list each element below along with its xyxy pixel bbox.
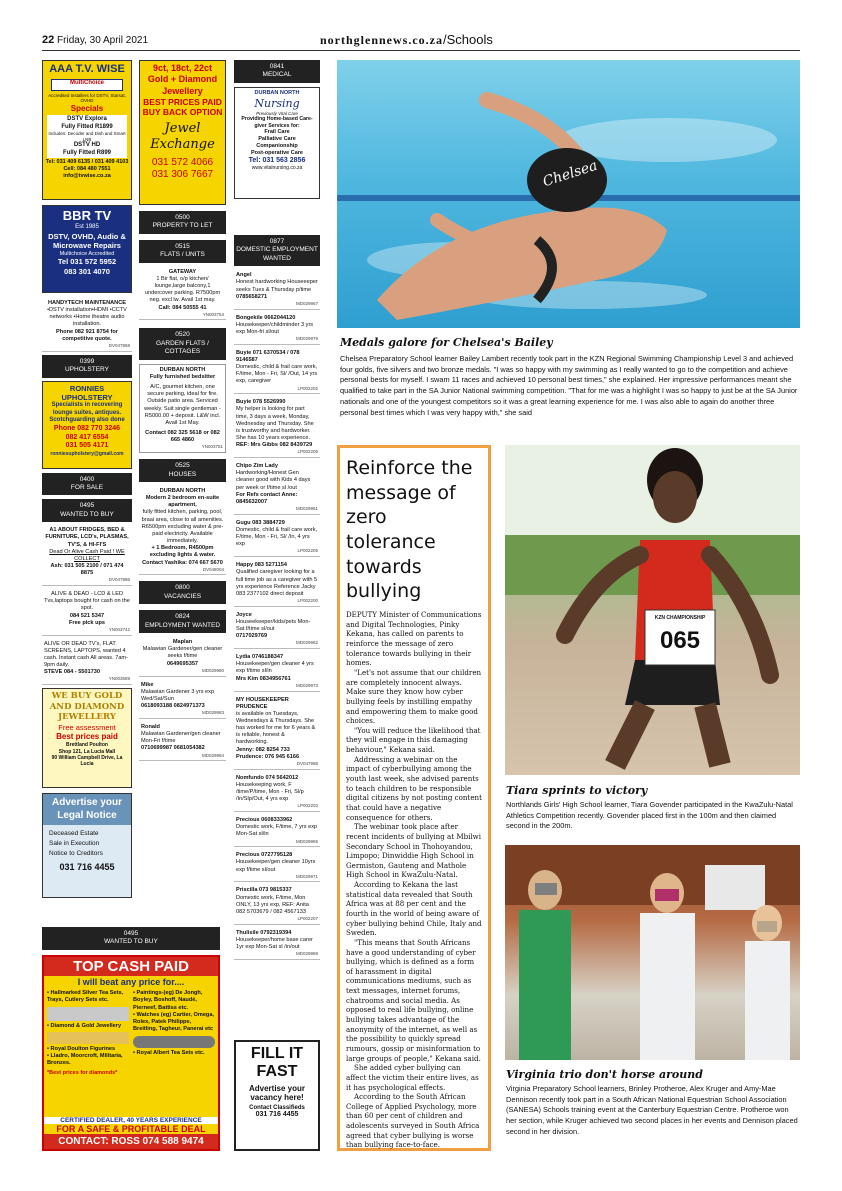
swimmer-photo [337, 60, 800, 328]
ad-phone: Contact Yashika: 074 667 5670 [142, 559, 223, 566]
ad-text: *Best prices for diamonds* [47, 1069, 118, 1076]
ad-title: Gugu 083 3884729 [236, 519, 285, 526]
ad-title: Maplan [172, 639, 193, 646]
ad-ref: LP002202 [297, 385, 318, 391]
ad-phone: Tel: 031 409 6135 / 031 409 4103 [45, 159, 129, 166]
domestic-ad [234, 313, 320, 345]
ad-line: BUY BACK OPTION [142, 107, 223, 118]
ronald-ad [139, 722, 226, 761]
ad-text: Malawian Gardener/gen cleaner Mon-Fri f/time [141, 731, 221, 745]
ad-text: A/C, gourmet kitchen, one secure parking, ideal for fire. Outside patio area. Serviced weekly. Suit single gentleman - R5000.00 + deposit. L&W incl. Avail 1st May. [144, 384, 221, 426]
ad-line: Includes: Decoder and Dish and Smart LNB [48, 131, 126, 142]
section-label: WANTED TO BUY [104, 938, 158, 946]
ad-bullet: Sale in Execution [49, 839, 100, 847]
ad-text: CERTIFIED DEALER, 40 YEARS EXPERIENCE [44, 1117, 218, 1124]
ad-title: Ronald [141, 723, 160, 730]
ad-text: Specialists in recovering lounge suites, antiques. Scotchguarding also done [49, 402, 125, 424]
section-label: VACANCIES [163, 592, 202, 600]
ad-text: Honest hardworking Houseeeper seeks Tues & Thursday p/time [236, 279, 318, 293]
section-name: /Schools [443, 32, 493, 47]
ad-text: My helper is looking for part time, 3 days a week, Monday, Wednesday and Thursday. She is trustworthy and hardworker. She has 10 years experience. [236, 406, 314, 442]
ad-phone: Tel: 031 563 2856 [248, 156, 306, 164]
story-paragraph: "This means that South Africans have a good understanding of cyber bullying, which is defined as a form of harassment in digital communications mediums, such as text messages, internet forums, chatrooms and social media. As opposed to real life bullying, online bullying takes advantage of the anonymity of the internet, as well as the possibility to quickly spread rumours, gossip or misinformation to large groups of people," Kekana said. [346, 937, 481, 1063]
domestic-ad [234, 610, 320, 649]
ad-title: Happy 083 5271154 [236, 562, 288, 569]
ad-text: Domestic work, F/time, 7 yrs exp Mon-Sat sl/in [236, 824, 318, 838]
jewel-exchange-ad [139, 60, 226, 205]
ad-title: Buyie 078 5526990 [236, 399, 286, 406]
ad-line: Microwave Repairs [53, 241, 121, 251]
ad-text: Hardworking/Honest Gen cleaner good with Kids 4 days per week or f/time sl /out [236, 470, 311, 491]
ad-phone: CONTACT: ROSS 074 588 9474 [44, 1134, 218, 1149]
section-bar-property [139, 211, 226, 234]
ad-phone: 031 572 4066 [151, 156, 214, 168]
ad-bullet: • Royal Albert Tea Sets etc. [133, 1049, 205, 1056]
swim-cap-lettering: Chelsea [540, 157, 600, 191]
story-paragraph: According to the South African College of Applied Psychology, more than 60 per cent of children and adolescents surveyed in South Africa agreed that cyber bullying is worse than bullying face-to-face. [346, 1092, 480, 1150]
durban-north-nursing-ad [234, 87, 320, 199]
ad-ref: LP002203 [297, 803, 318, 809]
section-number: 0525 [175, 462, 190, 470]
fill-it-fast-ad [234, 1040, 320, 1151]
story-paragraph: "Let's not assume that our children are completely innocent always. Make sure they know how cyber bullying feels by instilling empathy and empowering them to make good choices. [346, 667, 482, 726]
ad-text: Domestic, child & frail care work, F/time, Mon - Fri, Sl/ /Out, 14 yrs exp, caregiver [236, 364, 318, 385]
gold-diamond-ad [42, 688, 132, 788]
ad-phone: 0785658271 [236, 293, 268, 300]
section-label: PROPERTY TO LET [152, 222, 213, 230]
domestic-ads-list [234, 270, 320, 960]
domestic-ad [234, 348, 320, 395]
runner-body: Northlands Girls' High School learner, Tiara Govender participated in the KwaZulu-Natal Athletics Competition recently. Govender placed first in the 100m and then claimed second in the 200m. [506, 800, 793, 831]
section-number: 0824 [175, 613, 190, 621]
legal-notice-ad [42, 793, 132, 898]
gateway-ad [139, 267, 226, 321]
ad-line: Providing Home-based Care-giver Services for: [241, 116, 313, 129]
section-number: 0841 [269, 63, 285, 70]
section-bar-for-sale [42, 473, 132, 496]
ad-title: Angel [236, 272, 252, 279]
ad-ref: MD029971 [295, 873, 318, 879]
section-bar-employment [139, 610, 226, 633]
ad-text: Dead Or Alive Cash Paid ! WE COLLECT [49, 548, 125, 562]
ad-ref: LP002200 [297, 598, 318, 603]
domestic-ad [234, 928, 320, 960]
ad-phone: 0618093188 0824971373 [141, 703, 205, 709]
ad-line: BEST PRICES PAID [143, 96, 222, 107]
ad-text: ALIVE & DEAD - LCD & LED Tvs,laptops bought for cash on the spot. [44, 591, 130, 612]
ad-ref: DV048004 [202, 566, 224, 572]
domestic-ad [234, 397, 320, 458]
section-label: FLATS / UNITS [160, 251, 205, 259]
ad-line: Est 1985 [75, 224, 99, 231]
section-bar-upholstery [42, 355, 132, 378]
swimmer-illustration [337, 60, 800, 328]
ad-phone: 0717029769 [236, 633, 268, 640]
section-bar-wanted-2 [42, 927, 220, 950]
ad-title: Precious 0727795128 [236, 852, 293, 859]
ad-phone: 031 716 4455 [59, 862, 115, 873]
ad-text: fully fitted kitchen, parking, pool, braai area, close to all amenities. R6500pm excluding water & pre-paid electricity. Available immediately. [141, 509, 224, 545]
ad-phone: Call: 084 50555 41 [158, 304, 207, 311]
ad-text: Housekeeper/gen cleaner 10yrs exp f/time sl/out [236, 859, 316, 873]
section-label: UPHOLSTERY [65, 366, 109, 374]
ad-line: DSTV Explora [67, 116, 107, 122]
classifieds-column-1 [42, 60, 132, 898]
maplan-ad [139, 637, 226, 676]
section-label: FOR SALE [70, 484, 104, 491]
ad-ref: MD029973 [295, 682, 318, 688]
ad-email: info@tvwise.co.za [63, 173, 111, 179]
ad-text: Housekeeper/gen cleaner 4 yrs exp f/time sl/in [236, 661, 314, 675]
ad-ref: DV047958 [108, 342, 130, 348]
classifieds-column-3 [234, 60, 320, 963]
bbr-tv-ad [42, 205, 132, 293]
story-paragraph: DEPUTY Minister of Communications and Digital Technologies, Pinky Kekana, has called on parents to reinforce the message of zero tolerance towards bullying in their homes. [346, 610, 482, 668]
ad-bullet: • Watches (eg) Cartier, Omega, Rolex, Patek Philippe, Breitling, Tagheur, Panerai etc [133, 1011, 215, 1033]
ad-text: is available on Tuesdays, Wednesdays & Thursdays. She has worked for me for 6 years & is reliable, honest & hardworking. [236, 710, 316, 746]
section-label: WANTED TO BUY [60, 510, 114, 518]
ad-phone: For Refs contact Anne: 0845632007 [236, 491, 298, 505]
domestic-ad [234, 652, 320, 691]
page-number: 22 [42, 34, 55, 46]
story-paragraph: She added cyber bullying can affect the victim their entire lives, as it has psychological effects. [346, 1063, 479, 1092]
ad-phone: Tel 031 572 5952 [57, 257, 117, 267]
domestic-ad [234, 560, 320, 607]
section-bar-vacancies [139, 581, 226, 604]
section-bar-medical [234, 60, 320, 83]
ad-line: DSTV HD [73, 142, 101, 149]
ad-line: Brettland Poulton [66, 742, 108, 749]
ad-specials: Specials [70, 104, 104, 113]
page-header-left [42, 34, 148, 46]
ad-title: FILL IT [250, 1045, 304, 1062]
top-cash-paid-ad [42, 955, 220, 1151]
runner-caption: Tiara sprints to victory [506, 784, 648, 797]
ad-title: Advertise your Legal Notice [43, 794, 131, 825]
ad-text: Domestic work, F/time, Mon ONLY, 13 yrs exp, REF: Anita 082 5703679 / 082 4567133 [236, 894, 309, 915]
ad-bullet: • Hallmarked Silver Tea Sets, Trays, Cutlery Sets etc. [47, 990, 124, 1004]
ad-title: Buyie 071 6370534 / 078 9146587 [236, 349, 300, 363]
story-headline: Reinforce the message of zero tolerance towards bullying [346, 457, 473, 603]
ad-line: 9ct, 18ct, 22ct [152, 63, 213, 73]
ad-title: Lydia 0746188347 [236, 654, 284, 661]
domestic-ad [234, 461, 320, 515]
trio-body: Virginia Preparatory School learners, Brinley Protheroe, Alex Kruger and Amy-Mae Dennison recently took part in a South African National Equestrian School Association (SANESA) Schools training event at the Canterbury Equestrian Centre. Protheroe won her section, while Kruger achieved two second places in her events and Dennison placed second in her division. [506, 1084, 798, 1136]
ad-web: www.vitalnursing.co.za [251, 165, 303, 172]
ad-ref: LP002206 [297, 449, 318, 455]
ad-text: Free pick ups [68, 619, 106, 626]
section-bar-garden-flats [139, 328, 226, 359]
ad-title: WE BUY GOLD AND DIAMOND JEWELLERY [49, 691, 125, 723]
ad-ref: YN003742 [108, 626, 130, 632]
section-number: 0800 [175, 584, 190, 592]
ad-phone: 083 301 4070 [64, 266, 110, 276]
jewellery-image [47, 1032, 129, 1044]
domestic-ad [234, 885, 320, 924]
domestic-ad [234, 270, 320, 309]
ad-ref: LP002207 [297, 916, 318, 922]
section-number: 0500 [175, 214, 190, 221]
fridges-ad [42, 525, 132, 586]
ad-ref: MD029979 [295, 336, 318, 342]
ad-title: A1 ABOUT FRIDGES, BED & FURNITURE, LCD's, PLASMAS, TV'S, & HI-FI'S [45, 527, 129, 548]
ad-title: AAA T.V. WISE [49, 63, 125, 75]
trio-photo [505, 845, 800, 1060]
ad-line: Shop 121, La Lucia Mall [58, 748, 116, 755]
durban-north-bedsitter-ad [139, 364, 226, 453]
ad-text: Contact Classifieds [249, 1105, 305, 1111]
aaa-tv-wise-ad [42, 60, 132, 200]
bib-number: 065 [659, 627, 701, 654]
ad-ref: LP002205 [297, 548, 318, 554]
ad-line: Frail Care [264, 129, 290, 136]
ad-title: TOP CASH PAID [44, 957, 218, 976]
ad-line: Fully Fitted R899 [62, 149, 111, 156]
ad-phone: Cell: 084 480 7551 [63, 166, 111, 173]
ad-text: Domestic, child & frail care work, F/time, Mon - Fri, Sl/ /In, 4 yrs exp [236, 527, 318, 548]
section-bar-houses [139, 459, 226, 482]
alive-dead-ad [42, 589, 132, 636]
ad-bullet: • Royal Doulton Figurines [47, 1045, 116, 1052]
ad-brand: Nursing [254, 96, 300, 110]
watch-image [133, 1036, 215, 1048]
ad-title: Thulisile 0792319394 [236, 929, 292, 936]
handytech-ad [42, 298, 132, 352]
domestic-ad [234, 850, 320, 882]
ad-phone: 084 521 5347 [69, 612, 105, 619]
ad-title: DURBAN NORTH [159, 366, 206, 373]
ad-title: BBR TV [62, 208, 112, 223]
section-label: MEDICAL [262, 71, 292, 79]
ad-phone: Mrs Kim 0834956761 [236, 675, 291, 682]
ad-phone: Contact 082 325 5618 or 082 665 4860 [145, 430, 220, 444]
ad-text: Housekeeper/home base carer 1yr exp Mon-Sat sl /in/out [236, 937, 313, 951]
story-paragraph: According to Kekana the last statistical data revealed that South Africa was at 88 per cent and the fourth in the world of being aware of cyber bullying behind Chile, Italy and Sweden. [346, 880, 482, 938]
runner-illustration [505, 445, 800, 775]
ad-brand: Jewel Exchange [150, 121, 215, 153]
ad-title: GATEWAY [168, 268, 197, 275]
ad-text: Advertise your vacancy here! [248, 1084, 306, 1102]
ad-text: •DSTV installation•HDMI •CCTV networks •Home theatre audio installation. [47, 307, 127, 328]
ad-line: Post-operative Care [251, 149, 303, 156]
ad-text: Malawian Gardener/gen cleaner seeks f/time [142, 646, 223, 660]
domestic-ad [234, 815, 320, 847]
ad-ref: DV047986 [108, 577, 130, 583]
ad-title: DURBAN NORTH [254, 89, 300, 96]
section-bar-wanted [42, 499, 132, 522]
ad-ref: MD029962 [295, 640, 318, 646]
bullying-story [337, 445, 491, 1151]
ad-phone: Phone 082 770 3246 [53, 424, 121, 432]
page-header-right [320, 32, 493, 48]
ad-line: Companionship [256, 142, 298, 149]
ad-phone: 0710699987 0681054382 [141, 745, 205, 752]
ad-sub: Fully furnished bedsitter [149, 373, 216, 380]
ad-phone: 031 306 7667 [151, 169, 214, 180]
ad-text: ALIVE OR DEAD TV's, FLAT SCREENS, LAPTOPS, wanted 4 cash. Instant cash All areas. 7am-9pm daily. [44, 640, 128, 669]
ad-title: Precious 0608333962 [236, 817, 293, 824]
ad-ref: MD029980 [201, 667, 224, 673]
ad-ref: YN003751 [201, 444, 223, 450]
ad-phone: STEVE 084 - 5501730 [44, 669, 100, 676]
section-bar-flats [139, 240, 226, 263]
ronnies-upholstery-ad [42, 381, 132, 469]
ad-title: Mike [141, 681, 154, 688]
ad-line: Free assessment [58, 723, 116, 733]
section-bar-domestic [234, 235, 320, 266]
ad-text: Housekeeping work, F /time/P/time, Mon - Fri, Sl/p /In/Slp/Out, 4 yrs exp [236, 781, 304, 803]
ad-bullet: Notice to Creditors [49, 849, 103, 857]
runner-photo [505, 445, 800, 775]
trio-illustration [505, 845, 800, 1060]
durban-north-apartment-ad [139, 486, 226, 575]
ad-line: Jewellery [162, 85, 203, 96]
section-label: GARDEN FLATS / COTTAGES [156, 339, 209, 356]
ad-ref: MD029957 [295, 300, 318, 306]
ad-text: Houseekeeper/kids/pets Mon-Sat f/time sl/out [236, 618, 311, 633]
section-number: 0400 [79, 475, 95, 483]
ad-ref: MD029983 [201, 710, 224, 716]
domestic-ad [234, 695, 320, 770]
ad-sub: Modern 2 bedroom en-suite apartment, [145, 495, 220, 509]
section-label: EMPLOYMENT WANTED [144, 621, 221, 629]
ad-text: 1 Bir flat, o/p kitchen/ lounge,large balcony,1 undercover parking. R7500pm neg. excl lw. Avail 1st may. [144, 275, 221, 304]
domestic-ad [234, 773, 320, 812]
site-name: northglennews.co.za [320, 33, 443, 47]
ad-phone: Phone 082 921 8754 for competitive quote. [56, 328, 118, 342]
ad-ref: MD029961 [295, 506, 318, 512]
ad-text: + 1 Bedroom, R4500pm excluding lights & water. [149, 545, 216, 559]
header-rule [42, 50, 800, 51]
ad-line: Fully Fitted R1899 [61, 123, 113, 130]
ad-title: Bongekile 0662044120 [236, 314, 296, 321]
ad-bullet: Deceased Estate [49, 830, 99, 838]
bib-header: KZN CHAMPIONSHIP [654, 615, 706, 621]
story-paragraph: Addressing a webinar on the impact of cyberbullying among the youth last week, she advised parents to teach children to be responsible digital citizens by not posting content that could have a negative consequence for others. [346, 754, 482, 822]
ad-ref: MD029984 [201, 752, 224, 758]
ad-text: Malawian Gardener 3 yrs exp Wed/Sat/Sun [141, 688, 215, 702]
ad-line: Multichoice Accredited [59, 250, 115, 257]
ad-text: FOR A SAFE & PROFITABLE DEAL [56, 1124, 206, 1134]
ad-title: MY HOUSEKEEPER PRUDENCE [236, 696, 289, 710]
ad-title: Nomfundo 074 5642012 [236, 774, 299, 781]
domestic-ad [234, 518, 320, 557]
ad-phone: REF: Mrs Gibbs 082 8439729 [236, 442, 313, 449]
ad-ref: DV047988 [296, 760, 318, 766]
ad-title: RONNIES UPHOLSTERY [61, 383, 113, 402]
ad-phone: Ash: 031 505 2100 / 071 474 8875 [50, 563, 124, 577]
classifieds-column-2 [139, 60, 226, 764]
multichoice-logo: MultiChoice [51, 79, 123, 91]
ad-text: Housekeeper/childminder 3 yrs exp Mon-fri sl/out [236, 321, 314, 335]
swim-caption: Medals galore for Chelsea's Bailey [340, 336, 553, 349]
ad-line: DSTV, OVHD, Audio & [48, 231, 126, 241]
ad-phone: Jenny: 082 8254 733 Prudence: 076 945 6166 [236, 746, 300, 760]
ad-line: Previously Vital Care [256, 110, 298, 116]
silver-image [47, 1007, 129, 1021]
ad-title: DURBAN NORTH [159, 487, 206, 494]
mike-ad [139, 680, 226, 719]
section-number: 0520 [175, 331, 190, 339]
ad-line: Best prices paid [56, 732, 118, 742]
section-number: 0495 [123, 930, 139, 937]
ad-ref: YN003754 [202, 311, 224, 317]
ad-phone: 082 417 6554 [65, 433, 109, 441]
ad-bullet: • Diamond & Gold Jewellery [47, 1022, 122, 1029]
trio-caption: Virginia trio don't horse around [506, 1068, 703, 1081]
ad-line: 90 William Campbell Drive, La Lucia [51, 754, 123, 768]
ad-phone: 031 505 4171 [65, 442, 109, 450]
ad-text: Qualified caregiver looking for a full time job as a caregiver with 5 yrs experience Reference Jacky 083 2377102 direct deposit [236, 569, 318, 597]
ad-ref: MD029965 [295, 838, 318, 844]
ad-title: FAST [256, 1063, 298, 1080]
ad-title: Chipo Zim Lady [236, 463, 278, 470]
section-number: 0495 [79, 502, 95, 510]
story-paragraph: "You will reduce the likelihood that they will engage in this damaging behaviour," Kekana said. [346, 725, 481, 755]
ad-sub: Accredited Installers for DSTV, Starsat, OVHD [48, 92, 126, 104]
ad-phone: 031 716 4455 [255, 1111, 299, 1118]
ad-line: Gold + Diamond [147, 74, 218, 85]
story-body [346, 610, 482, 1150]
ad-title: HANDYTECH MAINTENANCE [47, 300, 126, 306]
issue-date: Friday, 30 April 2021 [57, 35, 149, 46]
section-number: 0877 [269, 237, 285, 245]
ad-bullet: • Paintings-(eg) De Jongh, Boyley, Boshoff, Naudé, Pierneef, Battiss etc. [133, 990, 203, 1011]
ad-email: ronniesupholstery@gmail.com [50, 451, 124, 458]
ad-line: Palliative Care [258, 136, 296, 142]
alive-or-dead-ad [42, 639, 132, 686]
ad-ref: YN003689 [108, 676, 130, 682]
ad-title: Joyce [236, 611, 252, 618]
ad-bullet: • Lladro, Moorcroft, Militaria, Bronzes. [47, 1053, 123, 1067]
swim-body: Chelsea Preparatory School learner Bailey Lambert recently took part in the KZN Regional Swimming Championship Level 3 and achieved four golds, five silvers and two bronze medals. "I was so happy with my swimming as I really wanted to go to the competition and achieve personal bests for myself. I swam 11 races and achieved 10 personal best times," she explained. Her impressive performances meant she qualified to take part in the SA Junior National swimming competition. "That for me was a highlight I was so happy to just be at the SA Junior nationals and one of the youngest competitors so it was a great learning experience for me. I was also able to again do another three personal best times which I was very happy with," she said [340, 354, 798, 417]
ad-ref: MD029969 [295, 951, 318, 957]
ad-sub: I will beat any price for.... [77, 977, 185, 987]
story-paragraph: The webinar took place after recent incidents of bullying at Mbilwi Secondary School in Thohoyandou, Limpopo; Dinwiddie High School in Germiston, Gauteng and Mathole High School in KwaZulu-Natal. [346, 822, 482, 880]
ad-title: Priscilla 073 9815337 [236, 887, 292, 894]
section-label: HOUSES [168, 470, 197, 478]
section-number: 0515 [175, 242, 190, 250]
ad-phone: 0649695357 [166, 660, 199, 667]
section-number: 0399 [79, 357, 95, 365]
section-label: DOMESTIC EMPLOYMENT WANTED [236, 246, 318, 262]
